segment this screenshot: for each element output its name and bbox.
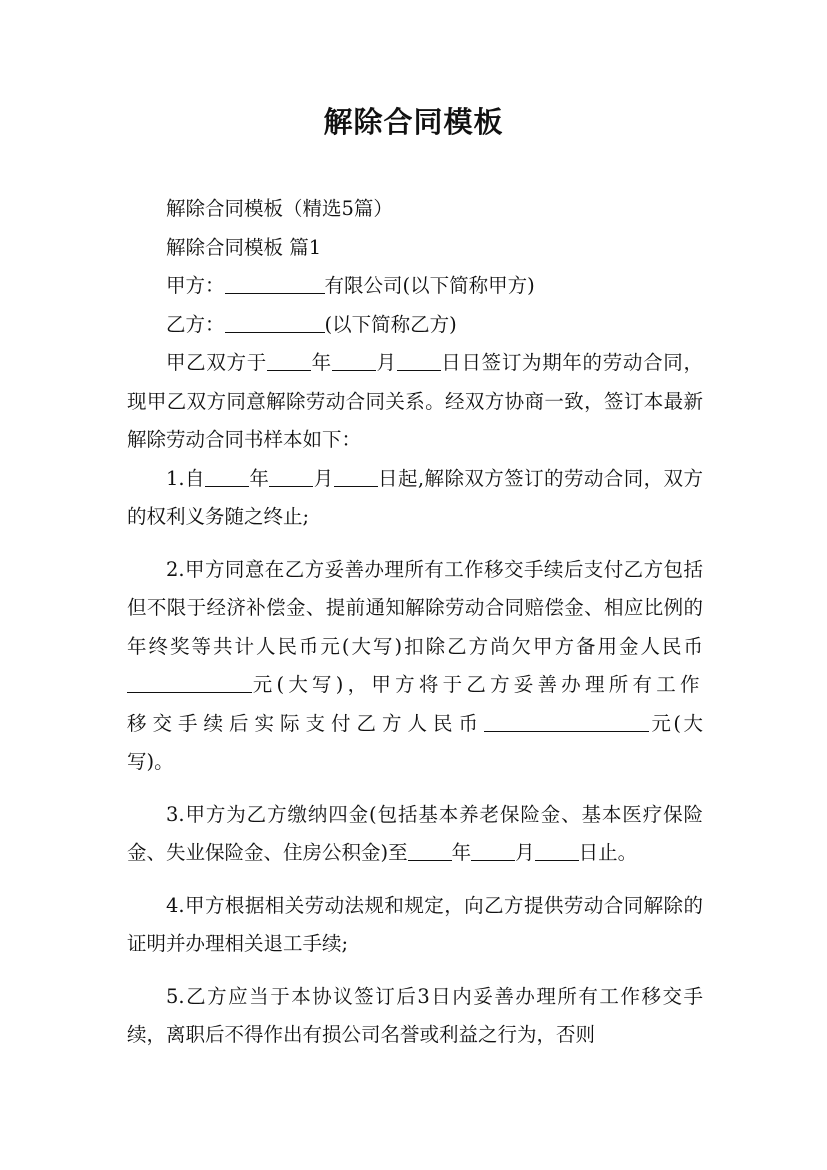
blank-line bbox=[484, 710, 649, 731]
paragraph-clause-5: 5.乙方应当于本协议签订后3日内妥善办理所有工作移交手续，离职后不得作出有损公司名誉或利益之行为，否则 bbox=[127, 984, 703, 1046]
blank-line bbox=[269, 465, 313, 486]
paragraph-subtitle: 解除合同模板（精选5篇） bbox=[166, 197, 393, 220]
blank-line bbox=[471, 840, 515, 861]
paragraph-clause-1: 1.自 年 月 日起,解除双方签订的劳动合同，双方的权利义务随之终止; bbox=[127, 466, 703, 528]
blank-line bbox=[397, 350, 441, 371]
paragraph-intro: 甲乙双方于 年 月 日日签订为期年的劳动合同，现甲乙双方同意解除劳动合同关系。经双方协商一致，签订本最新解除劳动合同书样本如下： bbox=[127, 351, 703, 451]
paragraph-party-b: 乙方： (以下简称乙方) bbox=[166, 312, 457, 336]
blank-line bbox=[225, 273, 325, 294]
blank-line bbox=[535, 840, 579, 861]
paragraph-section-heading: 解除合同模板 篇1 bbox=[166, 235, 322, 259]
page-title: 解除合同模板 bbox=[323, 105, 504, 139]
blank-line bbox=[225, 311, 325, 332]
blank-line bbox=[408, 840, 452, 861]
document-body bbox=[127, 190, 703, 1055]
paragraph-party-a: 甲方： 有限公司(以下简称甲方) bbox=[166, 274, 535, 297]
blank-line bbox=[332, 350, 376, 371]
paragraph-clause-3: 3.甲方为乙方缴纳四金(包括基本养老保险金、基本医疗保险金、失业保险金、住房公积金)至 年 月 日止。 bbox=[127, 802, 703, 864]
blank-line bbox=[267, 350, 311, 371]
blank-line bbox=[334, 465, 378, 486]
paragraph-clause-4: 4.甲方根据相关劳动法规和规定，向乙方提供劳动合同解除的证明并办理相关退工手续; bbox=[127, 893, 703, 955]
blank-line bbox=[127, 672, 252, 693]
blank-line bbox=[205, 465, 249, 486]
paragraph-clause-2: 2.甲方同意在乙方妥善办理所有工作移交手续后支付乙方包括但不限于经济补偿金、提前通知解除劳动合同赔偿金、相应比例的年终奖等共计人民币元(大写)扣除乙方尚欠甲方备用金人民币元(大写)，甲方将于乙方妥善办理所有工作移交手续后实际支付乙方人民币 元(大写)。 bbox=[127, 557, 704, 773]
